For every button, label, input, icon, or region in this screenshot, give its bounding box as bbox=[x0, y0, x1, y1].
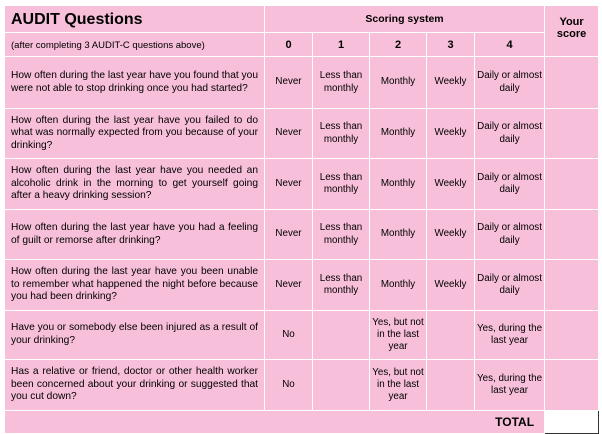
answer-option-3 bbox=[427, 360, 475, 411]
answer-option-3[interactable]: Weekly bbox=[427, 210, 475, 260]
audit-questionnaire-table bbox=[4, 5, 599, 434]
answer-option-1[interactable]: Less than monthly bbox=[313, 159, 370, 210]
question-text: How often during the last year have you been unable to remember what happened the night before because you had been drinking? bbox=[5, 260, 265, 311]
score-column-3: 3 bbox=[427, 33, 475, 57]
question-text: Have you or somebody else been injured as a result of your drinking? bbox=[5, 311, 265, 360]
answer-option-4[interactable]: Daily or almost daily bbox=[475, 159, 545, 210]
score-input-cell[interactable] bbox=[545, 210, 599, 260]
answer-option-2[interactable]: Yes, but not in the last year bbox=[370, 311, 427, 360]
answer-option-1[interactable]: Less than monthly bbox=[313, 109, 370, 159]
answer-option-2[interactable]: Monthly bbox=[370, 210, 427, 260]
table-subtitle: (after completing 3 AUDIT-C questions above) bbox=[11, 40, 205, 51]
answer-option-3[interactable]: Weekly bbox=[427, 260, 475, 311]
question-row bbox=[5, 109, 599, 159]
question-text: How often during the last year have you needed an alcoholic drink in the morning to get yourself going after a heavy drinking session? bbox=[5, 159, 265, 210]
question-row bbox=[5, 311, 599, 360]
answer-option-3[interactable]: Weekly bbox=[427, 159, 475, 210]
question-text: Has a relative or friend, doctor or other health worker been concerned about your drinking or suggested that you cut down? bbox=[5, 360, 265, 411]
question-row bbox=[5, 159, 599, 210]
answer-option-4[interactable]: Daily or almost daily bbox=[475, 57, 545, 109]
answer-option-1 bbox=[313, 360, 370, 411]
answer-option-4[interactable]: Daily or almost daily bbox=[475, 109, 545, 159]
question-text: How often during the last year have you had a feeling of guilt or remorse after drinking? bbox=[5, 210, 265, 260]
answer-option-1[interactable]: Less than monthly bbox=[313, 57, 370, 109]
answer-option-1[interactable]: Less than monthly bbox=[313, 210, 370, 260]
answer-option-2[interactable]: Monthly bbox=[370, 109, 427, 159]
question-row bbox=[5, 57, 599, 109]
score-column-4: 4 bbox=[475, 33, 545, 57]
question-row bbox=[5, 360, 599, 411]
answer-option-1 bbox=[313, 311, 370, 360]
answer-option-4[interactable]: Yes, during the last year bbox=[475, 360, 545, 411]
answer-option-4[interactable]: Daily or almost daily bbox=[475, 210, 545, 260]
your-score-header: Your score bbox=[545, 6, 599, 57]
scoring-system-label: Scoring system bbox=[265, 6, 545, 33]
answer-option-0[interactable]: No bbox=[265, 311, 313, 360]
total-label: TOTAL bbox=[5, 411, 545, 434]
question-row bbox=[5, 210, 599, 260]
answer-option-4[interactable]: Yes, during the last year bbox=[475, 311, 545, 360]
subtitle-cell bbox=[5, 33, 265, 57]
score-input-cell[interactable] bbox=[545, 57, 599, 109]
answer-option-3[interactable]: Weekly bbox=[427, 57, 475, 109]
answer-option-2[interactable]: Yes, but not in the last year bbox=[370, 360, 427, 411]
title-cell bbox=[5, 6, 265, 33]
answer-option-0[interactable]: Never bbox=[265, 260, 313, 311]
score-column-1: 1 bbox=[313, 33, 370, 57]
total-score-box[interactable] bbox=[545, 411, 599, 434]
answer-option-0[interactable]: Never bbox=[265, 210, 313, 260]
answer-option-0[interactable]: Never bbox=[265, 109, 313, 159]
header-row-top bbox=[5, 6, 599, 33]
score-input-cell[interactable] bbox=[545, 260, 599, 311]
answer-option-2[interactable]: Monthly bbox=[370, 159, 427, 210]
answer-option-0[interactable]: Never bbox=[265, 57, 313, 109]
table-title: AUDIT Questions bbox=[11, 11, 143, 28]
answer-option-3 bbox=[427, 311, 475, 360]
question-row bbox=[5, 260, 599, 311]
answer-option-2[interactable]: Monthly bbox=[370, 57, 427, 109]
answer-option-3[interactable]: Weekly bbox=[427, 109, 475, 159]
score-input-cell[interactable] bbox=[545, 360, 599, 411]
score-input-cell[interactable] bbox=[545, 109, 599, 159]
answer-option-2[interactable]: Monthly bbox=[370, 260, 427, 311]
score-input-cell[interactable] bbox=[545, 311, 599, 360]
question-text: How often during the last year have you failed to do what was normally expected from you because of your drinking? bbox=[5, 109, 265, 159]
answer-option-4[interactable]: Daily or almost daily bbox=[475, 260, 545, 311]
score-column-0: 0 bbox=[265, 33, 313, 57]
total-row bbox=[5, 411, 599, 434]
answer-option-1[interactable]: Less than monthly bbox=[313, 260, 370, 311]
score-input-cell[interactable] bbox=[545, 159, 599, 210]
header-row-scores bbox=[5, 33, 599, 57]
question-text: How often during the last year have you found that you were not able to stop drinking once you had started? bbox=[5, 57, 265, 109]
score-column-2: 2 bbox=[370, 33, 427, 57]
answer-option-0[interactable]: No bbox=[265, 360, 313, 411]
answer-option-0[interactable]: Never bbox=[265, 159, 313, 210]
